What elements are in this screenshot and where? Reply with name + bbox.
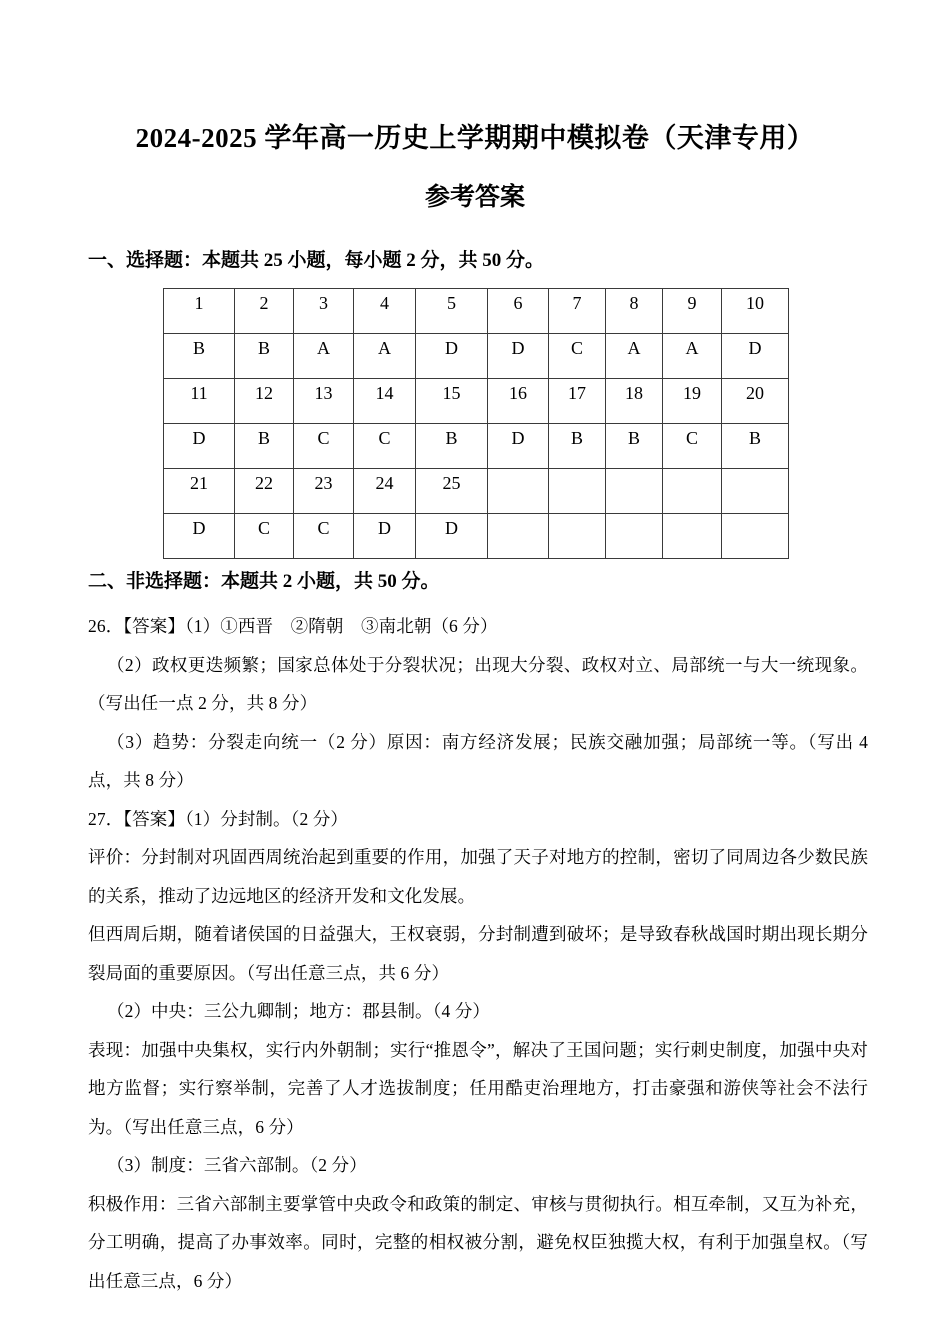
table-cell: A: [606, 334, 663, 379]
answer-table-container: [0, 278, 950, 559]
table-cell: A: [294, 334, 354, 379]
page-subtitle: 参考答案: [424, 184, 525, 211]
table-cell: D: [488, 424, 549, 469]
table-cell: C: [663, 424, 722, 469]
table-cell: 8: [606, 289, 663, 334]
table-cell: [606, 469, 663, 514]
table-cell: 4: [354, 289, 416, 334]
question-26-part-2: （2）政权更迭频繁；国家总体处于分裂状况；出现大分裂、政权对立、局部统一与大一统现象。（写出任一点 2 分，共 8 分）: [88, 654, 868, 713]
table-cell: 21: [164, 469, 235, 514]
table-cell: 18: [606, 379, 663, 424]
question-27-part-3: （3）制度：三省六部制。（2 分）: [107, 1155, 367, 1175]
question-27-part-1: 27．【答案】（1）分封制。（2 分）: [88, 808, 349, 829]
question-27-part-2-detail: 表现：加强中央集权，实行内外朝制；实行“推恩令”，解决了王国问题；实行刺史制度，加强中央对地方监督；实行察举制，完善了人才选拔制度；任用酷吏治理地方，打击豪强和游侠等社会不法行为。（写出任意三点，6 分）: [88, 1039, 868, 1137]
question-27-part-3-detail: 积极作用：三省六部制主要掌管中央政令和政策的制定、审核与贯彻执行。相互牵制，又互为补充，分工明确，提高了办事效率。同时，完整的相权被分割，避免权臣独揽大权，有利于加强皇权。（写出任意三点，6 分）: [88, 1193, 868, 1291]
table-row: [164, 469, 789, 514]
question-26-part-1: 26．【答案】（1）①西晋 ②隋朝 ③南北朝（6 分）: [88, 616, 498, 636]
table-cell: D: [416, 514, 488, 559]
table-cell: [606, 514, 663, 559]
table-cell: B: [164, 334, 235, 379]
table-cell: [488, 469, 549, 514]
table-cell: 16: [488, 379, 549, 424]
table-cell: [549, 514, 606, 559]
table-row: [164, 289, 789, 334]
table-cell: 22: [235, 469, 294, 514]
table-cell: 2: [235, 289, 294, 334]
table-cell: 14: [354, 379, 416, 424]
table-cell: 5: [416, 289, 488, 334]
table-row: [164, 514, 789, 559]
table-cell: 6: [488, 289, 549, 334]
table-row: [164, 379, 789, 424]
table-cell: [549, 469, 606, 514]
table-cell: 15: [416, 379, 488, 424]
table-cell: B: [235, 424, 294, 469]
table-cell: 13: [294, 379, 354, 424]
question-27-evaluation: 评价：分封制对巩固西周统治起到重要的作用，加强了天子对地方的控制，密切了同周边各少数民族的关系，推动了边远地区的经济开发和文化发展。: [88, 847, 868, 906]
table-cell: C: [235, 514, 294, 559]
question-26-part-3: （3）趋势：分裂走向统一（2 分）原因：南方经济发展；民族交融加强；局部统一等。（写出 4 点，共 8 分）: [88, 731, 868, 790]
table-cell: 3: [294, 289, 354, 334]
table-cell: D: [164, 514, 235, 559]
free-response-answers: [0, 599, 950, 1300]
section-heading-free-response: 二、非选择题：本题共 2 小题，共 50 分。: [88, 571, 440, 592]
section-heading-multiple-choice: 一、选择题：本题共 25 小题，每小题 2 分，共 50 分。: [88, 250, 545, 271]
table-cell: 7: [549, 289, 606, 334]
table-cell: [722, 469, 789, 514]
table-cell: 23: [294, 469, 354, 514]
table-cell: [488, 514, 549, 559]
question-27-part-2: （2）中央：三公九卿制；地方：郡县制。（4 分）: [107, 1001, 491, 1021]
question-27-evaluation-continued: 但西周后期，随着诸侯国的日益强大，王权衰弱，分封制遭到破坏；是导致春秋战国时期出现长期分裂局面的重要原因。（写出任意三点，共 6 分）: [88, 924, 868, 983]
table-cell: [663, 514, 722, 559]
table-cell: 10: [722, 289, 789, 334]
table-cell: [722, 514, 789, 559]
table-row: [164, 424, 789, 469]
table-cell: B: [416, 424, 488, 469]
table-cell: C: [294, 514, 354, 559]
table-cell: [663, 469, 722, 514]
table-cell: D: [416, 334, 488, 379]
table-cell: A: [663, 334, 722, 379]
table-cell: D: [354, 514, 416, 559]
table-cell: C: [294, 424, 354, 469]
table-cell: 25: [416, 469, 488, 514]
table-cell: C: [549, 334, 606, 379]
table-cell: 1: [164, 289, 235, 334]
table-cell: 20: [722, 379, 789, 424]
table-cell: 12: [235, 379, 294, 424]
table-cell: D: [722, 334, 789, 379]
table-cell: D: [488, 334, 549, 379]
table-cell: 19: [663, 379, 722, 424]
table-cell: B: [606, 424, 663, 469]
table-cell: C: [354, 424, 416, 469]
table-cell: A: [354, 334, 416, 379]
multiple-choice-answer-table: [163, 288, 789, 559]
table-cell: 24: [354, 469, 416, 514]
table-cell: B: [549, 424, 606, 469]
table-cell: 17: [549, 379, 606, 424]
table-cell: B: [722, 424, 789, 469]
page-title: 2024-2025 学年高一历史上学期期中模拟卷（天津专用）: [135, 123, 815, 153]
table-row: [164, 334, 789, 379]
table-cell: B: [235, 334, 294, 379]
table-cell: D: [164, 424, 235, 469]
table-cell: 9: [663, 289, 722, 334]
table-cell: 11: [164, 379, 235, 424]
